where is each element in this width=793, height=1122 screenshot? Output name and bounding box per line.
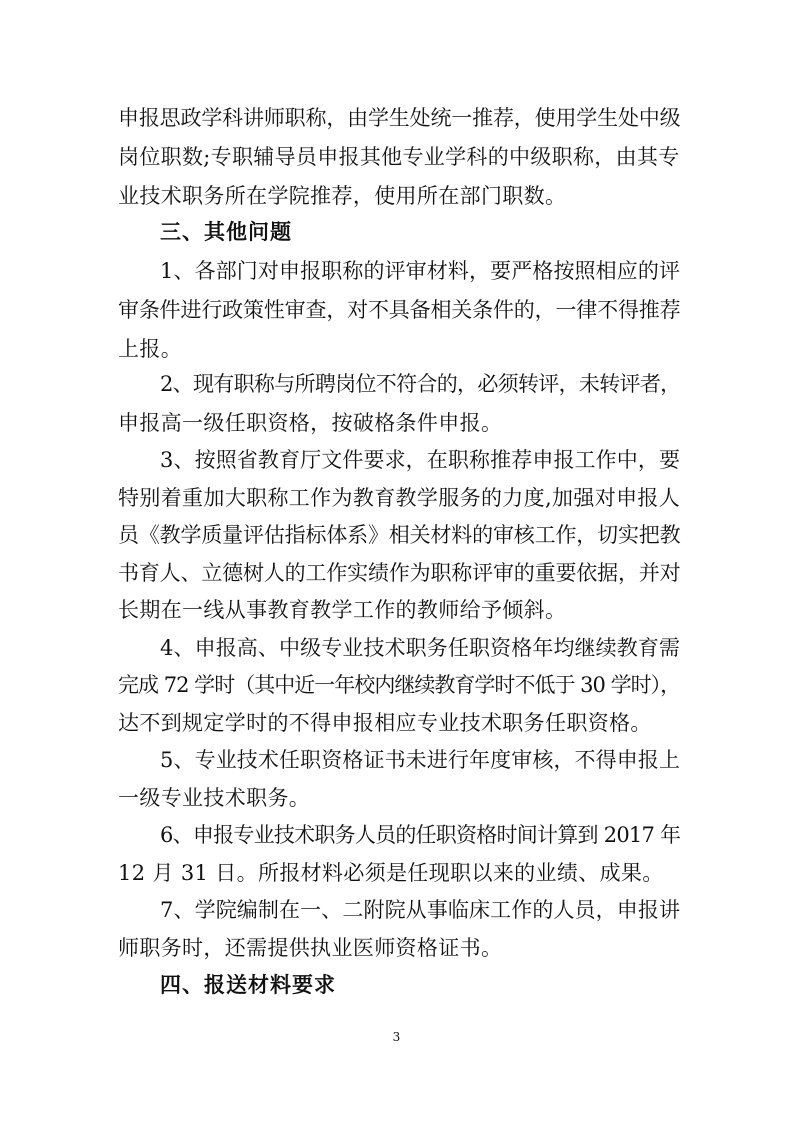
text-line: 12 月 31 日。所报材料必须是任现职以来的业绩、成果。 [118,861,664,885]
text-line: 员《教学质量评估指标体系》相关材料的审核工作，切实把教 [118,523,681,547]
text-line: 申报高一级任职资格，按破格条件申报。 [118,411,503,435]
text-line: 书育人、立德树人的工作实绩作为职称评审的重要依据，并对 [118,561,681,585]
text-line: 一级专业技术职务。 [118,786,311,810]
text-line: 师职务时，还需提供执业医师资格证书。 [118,936,503,960]
text-line: 5、专业技术任职资格证书未进行年度审核，不得申报上 [160,748,681,772]
text-line: 3、按照省教育厅文件要求，在职称推荐申报工作中，要 [160,448,681,472]
text-line: 审条件进行政策性审查，对不具备相关条件的，一律不得推荐 [118,298,681,322]
text-line: 特别着重加大职称工作为教育教学服务的力度,加强对申报人 [118,486,681,510]
page-number: 3 [392,1030,401,1044]
text-line: 上报。 [118,337,183,361]
section-heading: 三、其他问题 [160,220,292,244]
text-line: 业技术职务所在学院推荐，使用所在部门职数。 [118,184,567,208]
text-line: 完成 72 学时（其中近一年校内继续教育学时不低于 30 学时）， [118,673,681,697]
text-line: 6、申报专业技术职务人员的任职资格时间计算到 2017 年 [160,823,681,847]
text-line: 长期在一线从事教育教学工作的教师给予倾斜。 [118,598,567,622]
text-line: 2、现有职称与所聘岗位不符合的，必须转评，未转评者， [160,372,681,396]
text-line: 申报思政学科讲师职称，由学生处统一推荐，使用学生处中级 [118,106,681,130]
text-line: 1、各部门对申报职称的评审材料，要严格按照相应的评 [160,259,681,283]
text-line: 4、申报高、中级专业技术职务任职资格年均继续教育需 [160,636,681,660]
section-heading: 四、报送材料要求 [160,973,336,997]
text-line: 7、学院编制在一、二附院从事临床工作的人员，申报讲 [160,898,681,922]
text-line: 达不到规定学时的不得申报相应专业技术职务任职资格。 [118,711,652,735]
text-line: 岗位职数;专职辅导员申报其他专业学科的中级职称，由其专 [118,145,680,169]
